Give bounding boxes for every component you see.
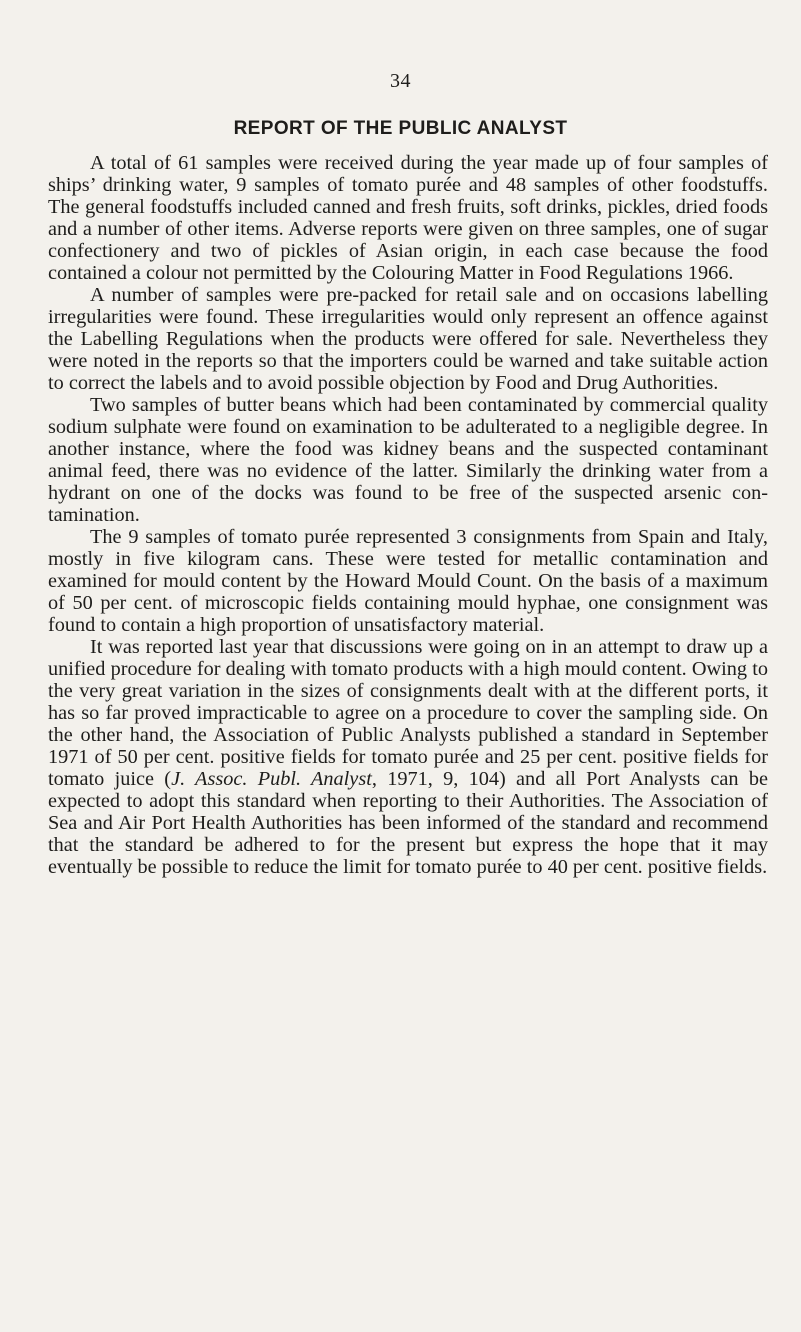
journal-citation: J. Assoc. Publ. Analyst	[171, 768, 372, 790]
paragraph-mould-standard	[48, 636, 768, 878]
page-title: REPORT OF THE PUBLIC ANALYST	[233, 118, 568, 139]
paragraph-tomato-puree: The 9 samples of tomato purée represented 3 consignments from Spain and Italy, mostly in five kilogram cans. These were tested for metallic contamination and examined for mould content by the Howard Mould Count. On the basis of a maximum of 50 per cent. of microscopic fields containing mould hyphae, one consignment was found to contain a high proportion of unsatisfactory material.	[48, 526, 768, 636]
paragraph-contamination: Two samples of butter beans which had been contaminated by commercial quality sodium sulphate were found on examination to be adulterated to a negligible degree. In another instance, where the food was kidney beans and the suspected contaminant animal feed, there was no evidence of the latter. Similarly the drinking water from a hydrant on one of the docks was found to be free of the suspected arsenic contamination.	[48, 394, 768, 526]
mould-standard-text-before: It was reported last year that discussions were going on in an attempt to draw up a unified procedure for dealing with tomato products with a high mould content. Owing to the very great variation in the sizes of consignments dealt with at the different ports, it has so far proved impracticable to agree on a procedure to cover the sampling side. On the other hand, the Association of Public Analysts published a standard in September 1971 of 50 per cent. positive fields for tomato purée and 25 per cent. positive fields for tomato juice (	[48, 636, 768, 790]
paragraph-labelling-irregularities: A number of samples were pre-packed for retail sale and on occasions labelling irregularities were found. These irregularities would only represent an offence against the Labelling Regulations when the products were offered for sale. Nevertheless they were noted in the reports so that the importers could be warned and take suitable action to correct the labels and to avoid possible objection by Food and Drug Authorities.	[48, 284, 768, 394]
paragraph-samples-received: A total of 61 samples were received during the year made up of four samples of ships’ drinking water, 9 samples of tomato purée and 48 samples of other foodstuffs. The general foodstuffs included canned and fresh fruits, soft drinks, pickles, dried foods and a number of other items. Adverse reports were given on three samples, one of sugar confectionery and two of pickles of Asian origin, in each case because the food contained a colour not permitted by the Colouring Matter in Food Regulations 1966.	[48, 152, 768, 284]
mould-standard-text-after: , 1971, 9, 104) and all Port Analysts can be expected to adopt this standard when reporting to their Authorities. The Association of Sea and Air Port Health Authorities has been informed of the standard and recommend that the standard be adhered to for the present but express the hope that it may eventually be possible to reduce the limit for tomato purée to 40 per cent. positive fields.	[48, 768, 768, 878]
page-number: 34	[390, 70, 411, 92]
report-body	[48, 152, 768, 878]
